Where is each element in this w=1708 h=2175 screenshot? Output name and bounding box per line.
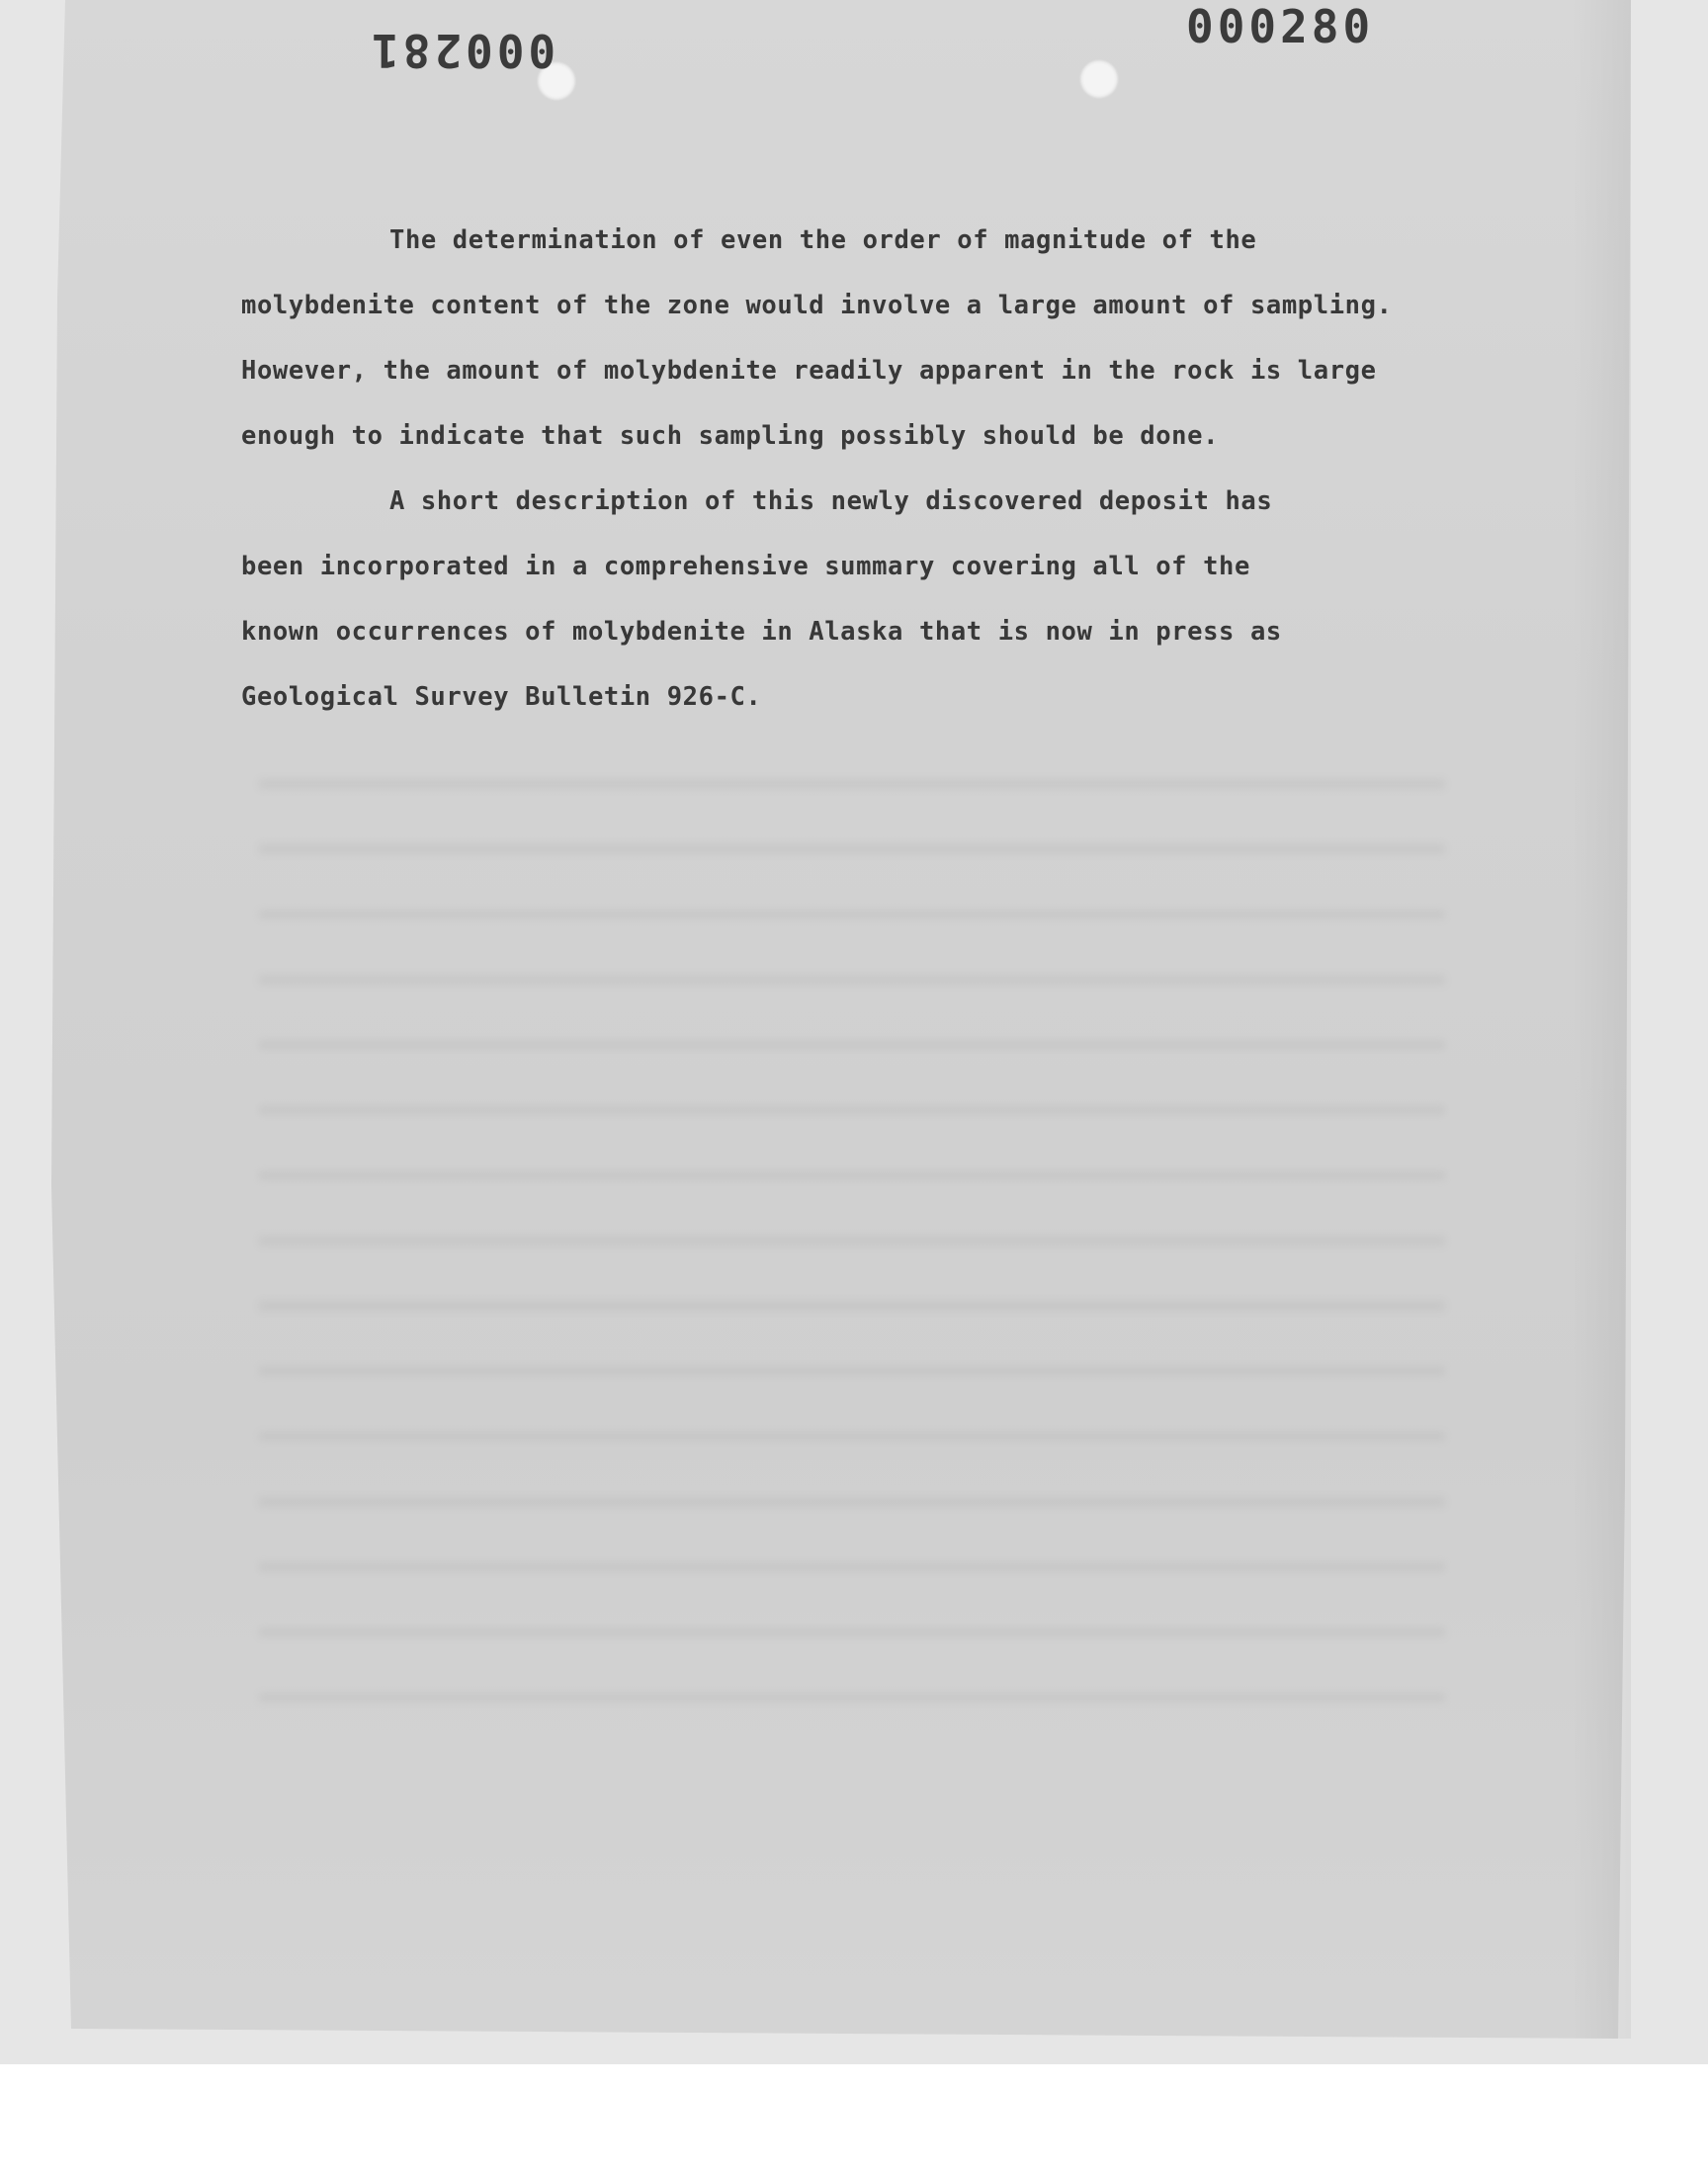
sheet-edge-shadow (1572, 0, 1631, 2039)
page-number-stamp: 000280 (1186, 0, 1375, 53)
paragraph-line: However, the amount of molybdenite readily apparent in the rock is large (241, 356, 1377, 386)
paragraph-line: been incorporated in a comprehensive summary covering all of the (241, 552, 1250, 581)
paragraph-line: known occurrences of molybdenite in Alaska that is now in press as (241, 617, 1282, 647)
paragraph-line: Geological Survey Bulletin 926-C. (241, 682, 762, 712)
paragraph-line: A short description of this newly discovered deposit has (389, 486, 1273, 516)
bleed-through-text (259, 732, 1445, 1720)
paragraph-line: molybdenite content of the zone would involve a large amount of sampling. (241, 291, 1393, 320)
punch-hole-right (1079, 59, 1119, 99)
page-number-stamp-upside-down: 000281 (368, 24, 556, 77)
paragraph-line: The determination of even the order of magnitude of the (389, 225, 1257, 255)
paragraph-1 (241, 213, 1467, 474)
paragraph-2 (241, 474, 1467, 735)
document-body (241, 213, 1467, 735)
paragraph-line: enough to indicate that such sampling possibly should be done. (241, 421, 1220, 451)
